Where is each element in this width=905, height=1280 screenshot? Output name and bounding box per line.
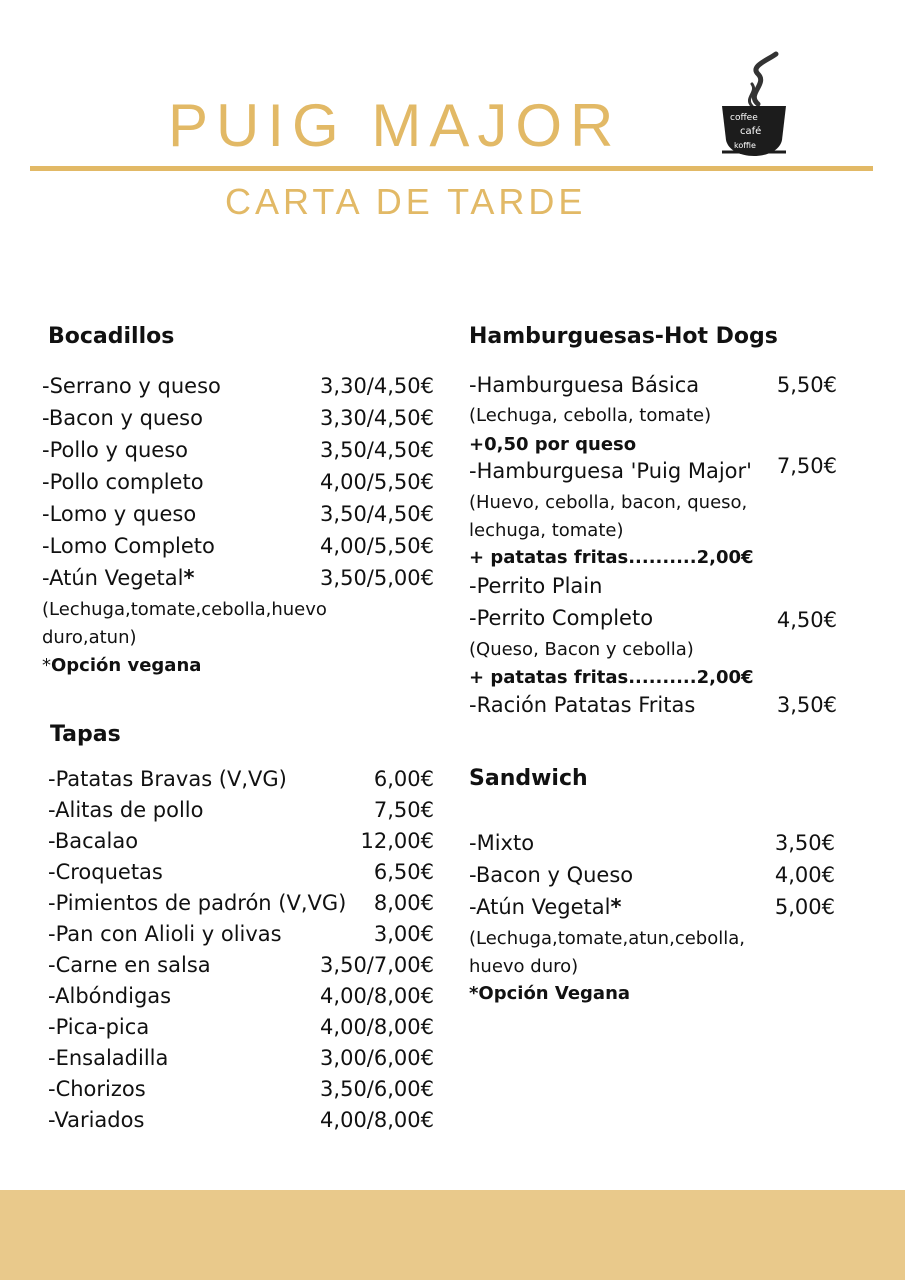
item-price: 3,50/6,00€	[320, 1077, 434, 1101]
item-price: 3,30/4,50€	[320, 374, 434, 398]
vegan-option-label: Opción vegana	[51, 655, 202, 676]
list-item	[48, 891, 434, 921]
item-price: 6,00€	[373, 767, 434, 791]
item-name-text: -Atún Vegetal	[469, 895, 611, 919]
item-price: 7,50€	[373, 798, 434, 822]
item-name: -Bacon y queso	[42, 406, 203, 430]
item-name: -Ración Patatas Fritas	[469, 693, 696, 717]
item-price: 4,00/5,50€	[320, 534, 434, 558]
list-item	[48, 953, 434, 983]
svg-text:koffie: koffie	[734, 141, 756, 150]
item-name: -Pica-pica	[48, 1015, 150, 1039]
list-item	[48, 984, 434, 1014]
list-item	[469, 574, 837, 604]
page-title: PUIG MAJOR	[168, 92, 622, 159]
item-name: -Lomo Completo	[42, 534, 215, 558]
item-extra: +0,50 por queso	[469, 434, 637, 455]
item-name: -Pimientos de padrón (V,VG)	[48, 891, 347, 915]
item-name: -Perrito Plain	[469, 574, 603, 598]
list-item	[48, 829, 434, 859]
item-name: -Patatas Bravas (V,VG)	[48, 767, 287, 791]
list-item	[42, 502, 434, 532]
item-name: -Perrito Completo	[469, 606, 654, 630]
list-item	[42, 374, 434, 404]
item-price: 4,00€	[774, 863, 835, 887]
item-price: 12,00€	[360, 829, 434, 853]
item-name-text: -Atún Vegetal	[42, 566, 184, 590]
item-name: -Mixto	[469, 831, 535, 855]
list-item	[42, 470, 434, 500]
item-extra: + patatas fritas..........2,00€	[469, 547, 754, 568]
item-name: -Pollo completo	[42, 470, 204, 494]
list-item	[48, 922, 434, 952]
section-heading-hamburguesas: Hamburguesas-Hot Dogs	[469, 324, 778, 349]
item-price: 3,00/6,00€	[320, 1046, 434, 1070]
item-name	[469, 895, 621, 919]
asterisk-mark: *	[42, 655, 51, 676]
list-item	[469, 863, 835, 893]
item-name: -Alitas de pollo	[48, 798, 204, 822]
item-price: 4,00/5,50€	[320, 470, 434, 494]
item-name: -Serrano y queso	[42, 374, 221, 398]
list-item	[48, 1046, 434, 1076]
item-price: 4,00/8,00€	[320, 1108, 434, 1132]
item-description: (Lechuga,tomate,cebolla,huevo	[42, 599, 327, 620]
item-price: 7,50€	[776, 454, 837, 478]
item-name: -Carne en salsa	[48, 953, 211, 977]
item-extra: + patatas fritas..........2,00€	[469, 667, 754, 688]
item-description: (Huevo, cebolla, bacon, queso,	[469, 492, 748, 513]
item-name: -Hamburguesa Básica	[469, 373, 700, 397]
item-name: -Albóndigas	[48, 984, 172, 1008]
item-price: 3,00€	[373, 922, 434, 946]
item-price: 3,50/4,50€	[320, 438, 434, 462]
page-subtitle: CARTA DE TARDE	[225, 181, 587, 222]
list-item	[42, 406, 434, 436]
item-description: (Queso, Bacon y cebolla)	[469, 639, 694, 660]
item-name: -Pan con Alioli y olivas	[48, 922, 282, 946]
item-description: (Lechuga,tomate,atun,cebolla,	[469, 928, 745, 949]
item-description: lechuga, tomate)	[469, 520, 624, 541]
item-price: 5,50€	[776, 373, 837, 397]
asterisk-mark: *	[183, 566, 195, 590]
list-item	[469, 693, 837, 723]
list-item	[48, 767, 434, 797]
item-name: -Bacalao	[48, 829, 139, 853]
list-item	[42, 534, 434, 564]
section-heading-bocadillos: Bocadillos	[48, 324, 175, 349]
item-name: -Ensaladilla	[48, 1046, 169, 1070]
item-name: -Variados	[48, 1108, 145, 1132]
svg-text:café: café	[740, 126, 762, 137]
item-price: 3,30/4,50€	[320, 406, 434, 430]
item-description: duro,atun)	[42, 627, 137, 648]
item-price: 6,50€	[373, 860, 434, 884]
item-price: 4,50€	[776, 608, 837, 632]
item-description: (Lechuga, cebolla, tomate)	[469, 405, 712, 426]
list-item	[469, 831, 835, 861]
list-item	[48, 1015, 434, 1045]
item-name	[42, 566, 194, 590]
section-heading-tapas: Tapas	[50, 722, 121, 747]
item-name: -Hamburguesa 'Puig Major'	[469, 459, 752, 483]
svg-text:coffee: coffee	[730, 113, 758, 123]
list-item	[48, 1108, 434, 1138]
list-item	[42, 566, 434, 596]
item-price: 3,50/4,50€	[320, 502, 434, 526]
vegan-option-note: *Opción Vegana	[469, 983, 631, 1004]
list-item	[469, 454, 837, 489]
asterisk-mark: *	[610, 895, 622, 919]
item-name: -Lomo y queso	[42, 502, 197, 526]
section-heading-sandwich: Sandwich	[469, 766, 588, 791]
item-price: 3,50/7,00€	[320, 953, 434, 977]
list-item	[469, 606, 837, 636]
item-price: 8,00€	[373, 891, 434, 915]
header-divider	[30, 166, 873, 171]
item-name: -Croquetas	[48, 860, 163, 884]
footer-band	[0, 1190, 905, 1280]
item-price: 4,00/8,00€	[320, 1015, 434, 1039]
list-item	[48, 860, 434, 890]
item-name: -Pollo y queso	[42, 438, 188, 462]
item-price: 3,50€	[774, 831, 835, 855]
item-price: 5,00€	[774, 895, 835, 919]
list-item	[48, 798, 434, 828]
item-price: 3,50€	[776, 693, 837, 717]
list-item	[48, 1077, 434, 1107]
vegan-option-note	[42, 655, 201, 676]
item-price: 4,00/8,00€	[320, 984, 434, 1008]
item-name: -Chorizos	[48, 1077, 146, 1101]
coffee-cup-icon	[718, 48, 790, 160]
list-item	[42, 438, 434, 468]
item-name: -Bacon y Queso	[469, 863, 634, 887]
list-item	[469, 373, 837, 403]
item-description: huevo duro)	[469, 956, 579, 977]
list-item	[469, 895, 835, 925]
item-price: 3,50/5,00€	[320, 566, 434, 590]
